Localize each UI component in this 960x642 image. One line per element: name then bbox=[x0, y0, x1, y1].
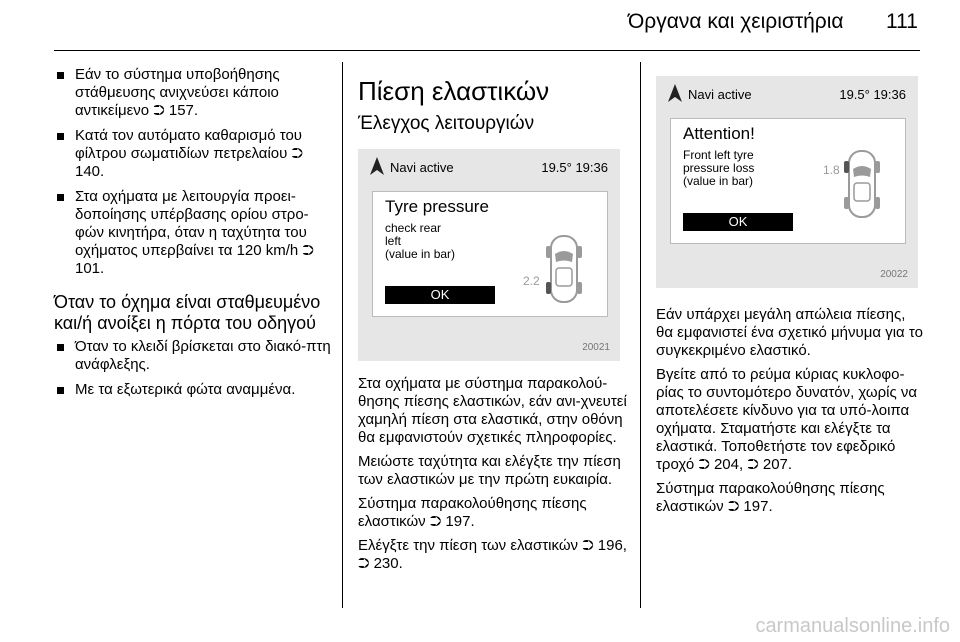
left-column bbox=[54, 66, 332, 406]
list-item: Κατά τον αυτόματο καθαρισμό του φίλτρου σωματιδίων πετρελαίου ⮊ 140. bbox=[54, 127, 332, 181]
display-message-line: left bbox=[385, 234, 402, 248]
header-title: Όργανα και χειριστήρια bbox=[628, 10, 844, 33]
display-figure-attention bbox=[656, 76, 918, 288]
display-message-line: Front left tyre bbox=[683, 148, 754, 162]
page-number: 111 bbox=[886, 10, 918, 33]
right-column bbox=[656, 76, 926, 522]
paragraph: Σύστημα παρακολούθησης πίεσης ελαστικών ⮊ 197. bbox=[656, 480, 885, 515]
list-item: Με τα εξωτερικά φώτα αναμμένα. bbox=[54, 381, 332, 399]
display-message-line: (value in bar) bbox=[683, 174, 754, 188]
display-ok-button: OK bbox=[385, 286, 495, 304]
navigation-arrow-icon bbox=[370, 157, 384, 175]
watermark: carmanualsonline.info bbox=[755, 615, 950, 637]
display-status-text: Navi active bbox=[390, 160, 454, 175]
display-temp-time: 19.5° 19:36 bbox=[541, 160, 608, 175]
display-message-box bbox=[372, 191, 608, 317]
list-item: Εάν το σύστημα υποβοήθησης στάθμευσης ανιχνεύσει κάποιο αντικείμενο ⮊ 157. bbox=[54, 66, 332, 120]
display-message-title: Tyre pressure bbox=[385, 197, 489, 216]
display-message-line: (value in bar) bbox=[385, 247, 456, 261]
car-top-view-icon bbox=[545, 234, 583, 304]
display-figure-tyre-pressure bbox=[358, 149, 620, 361]
paragraph: Μειώστε ταχύτητα και ελέγξτε την πίεση των ελαστικών με την πρώτη ευκαιρία. bbox=[358, 453, 621, 488]
section-heading: Πίεση ελαστικών bbox=[358, 76, 550, 106]
car-top-view-icon bbox=[843, 149, 881, 219]
display-temp-time: 19.5° 19:36 bbox=[839, 87, 906, 102]
display-message-box bbox=[670, 118, 906, 244]
list-item: Όταν το κλειδί βρίσκεται στο διακό-πτη ανάφλεξης. bbox=[54, 338, 332, 374]
display-message-line: pressure loss bbox=[683, 161, 755, 175]
column-divider-1 bbox=[342, 62, 343, 608]
bullet-list-1 bbox=[54, 66, 332, 278]
display-status-bar bbox=[358, 149, 620, 183]
section-subheading: Έλεγχος λειτουργιών bbox=[358, 113, 535, 134]
display-message-line: check rear bbox=[385, 221, 442, 235]
display-message-text bbox=[683, 149, 754, 188]
paragraph: Εάν υπάρχει μεγάλη απώλεια πίεσης, θα εμφανιστεί ένα σχετικό μήνυμα για το συγκεκριμένο ελαστικό. bbox=[656, 306, 923, 359]
list-item: Στα οχήματα με λειτουργία προει-δοποίησης υπέρβασης ορίου στρο-φών κινητήρα, όταν η ταχύτητα του οχήματος υπερβαίνει τα 120 km/h ⮊ 101. bbox=[54, 188, 332, 278]
display-ok-button: OK bbox=[683, 213, 793, 231]
section-subheading: Όταν το όχημα είναι σταθμευμένο και/ή ανοίξει η πόρτα του οδηγού bbox=[54, 292, 321, 333]
display-status-text: Navi active bbox=[688, 87, 752, 102]
paragraph: Στα οχήματα με σύστημα παρακολού-θησης πίεσης ελαστικών, εάν ανι-χνευτεί χαμηλή πίεση στα ελαστικά, στην οθόνη θα εμφανιστούν σχετικές πληροφορίες. bbox=[358, 375, 627, 446]
figure-code: 20022 bbox=[880, 269, 908, 280]
display-message-title: Attention! bbox=[683, 124, 755, 143]
display-status-bar bbox=[656, 76, 918, 110]
tyre-pressure-value: 1.8 bbox=[823, 163, 840, 177]
column-divider-2 bbox=[640, 62, 641, 608]
bullet-list-2 bbox=[54, 338, 332, 399]
middle-column bbox=[358, 76, 628, 579]
paragraph: Σύστημα παρακολούθησης πίεσης ελαστικών ⮊ 197. bbox=[358, 495, 587, 530]
navigation-arrow-icon bbox=[668, 84, 682, 102]
paragraph: Βγείτε από το ρεύμα κύριας κυκλοφο-ρίας το συντομότερο δυνατόν, χωρίς να αποτελέσετε κίνδυνο για τα υπό-λοιπα οχήματα. Σταματήστε και ελέγξτε τα ελαστικά. Τοποθετήστε τον εφεδρικό τροχό ⮊ 204, ⮊ 207. bbox=[656, 366, 918, 473]
figure-code: 20021 bbox=[582, 342, 610, 353]
paragraph: Ελέγξτε την πίεση των ελαστικών ⮊ 196, ⮊ 230. bbox=[358, 537, 627, 572]
tyre-pressure-value: 2.2 bbox=[523, 274, 540, 288]
header-rule bbox=[54, 50, 920, 51]
display-message-text bbox=[385, 222, 455, 261]
